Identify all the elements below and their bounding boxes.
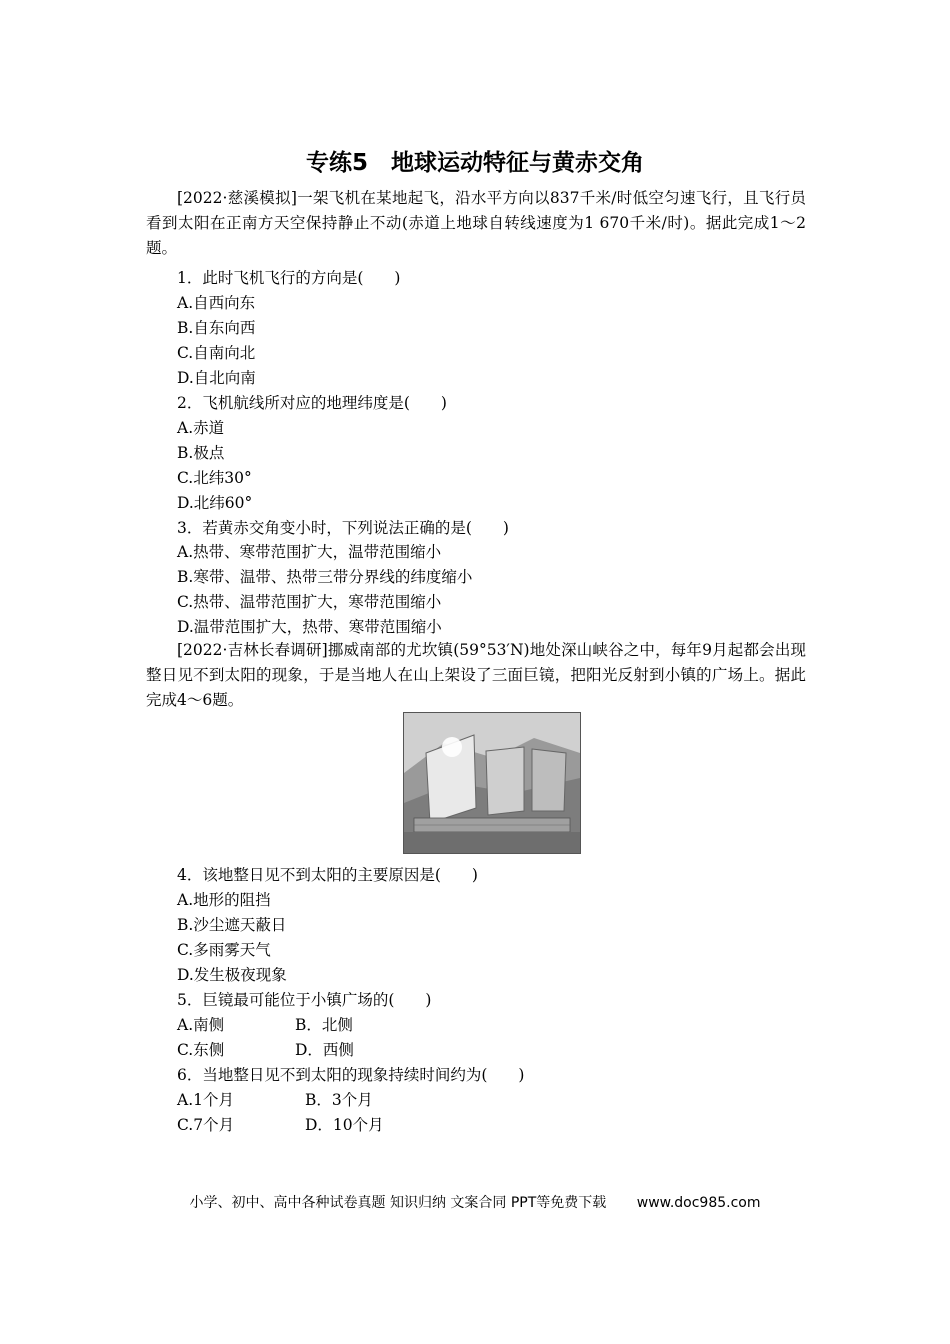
mirror-photo	[403, 712, 581, 854]
question-2-option-d: D.北纬60°	[177, 494, 253, 512]
page-title: 专练5 地球运动特征与黄赤交角	[305, 150, 644, 176]
question-3-option-b: B.寒带、温带、热带三带分界线的纬度缩小	[177, 568, 473, 586]
mirror-photo-illustration	[404, 713, 580, 853]
intro-paragraph-2: [2022·吉林长春调研]挪威南部的尤坎镇(59°53′N)地处深山峡谷之中，每年9月起都会出现整日见不到太阳的现象，于是当地人在山上架设了三面巨镜，把阳光反射到小镇的广场上。据此完成4～6题。	[146, 641, 806, 709]
question-5-option-d: D．西侧	[295, 1041, 354, 1059]
question-5-option-c: C.东侧	[177, 1041, 225, 1059]
question-2-option-a: A.赤道	[177, 419, 225, 437]
question-6-option-a: A.1个月	[177, 1091, 234, 1109]
question-1-option-c: C.自南向北	[177, 344, 256, 362]
question-3-option-d: D.温带范围扩大，热带、寒带范围缩小	[177, 618, 442, 636]
question-3-option-c: C.热带、温带范围扩大，寒带范围缩小	[177, 593, 442, 611]
question-6-stem: 6．当地整日见不到太阳的现象持续时间约为( )	[177, 1066, 525, 1084]
question-2-option-c: C.北纬30°	[177, 469, 252, 487]
question-5-option-b: B．北侧	[295, 1016, 353, 1034]
question-6-option-d: D．10个月	[305, 1116, 384, 1134]
question-1-option-b: B.自东向西	[177, 319, 256, 337]
question-4-option-a: A.地形的阻挡	[177, 891, 271, 909]
question-2-stem: 2．飞机航线所对应的地理纬度是( )	[177, 394, 447, 412]
question-2-option-b: B.极点	[177, 444, 225, 462]
question-1-stem: 1．此时飞机飞行的方向是( )	[177, 269, 401, 287]
question-3-stem: 3．若黄赤交角变小时，下列说法正确的是( )	[177, 519, 509, 537]
footer-url-link[interactable]: www.doc985.com	[636, 1195, 761, 1211]
question-4-option-d: D.发生极夜现象	[177, 966, 287, 984]
question-6-option-b: B．3个月	[305, 1091, 373, 1109]
question-4-stem: 4．该地整日见不到太阳的主要原因是( )	[177, 866, 478, 884]
question-6-option-c: C.7个月	[177, 1116, 235, 1134]
intro-paragraph-1: [2022·慈溪模拟]一架飞机在某地起飞，沿水平方向以837千米/时低空匀速飞行，且飞行员看到太阳在正南方天空保持静止不动(赤道上地球自转线速度为1 670千米/时)。据此完成1～2题。	[146, 189, 806, 257]
question-4-option-c: C.多雨雾天气	[177, 941, 271, 959]
question-1-option-a: A.自西向东	[177, 294, 256, 312]
footer-text: 小学、初中、高中各种试卷真题 知识归纳 文案合同 PPT等免费下载	[189, 1195, 607, 1211]
question-5-option-a: A.南侧	[177, 1016, 225, 1034]
question-4-option-b: B.沙尘遮天蔽日	[177, 916, 287, 934]
page-footer	[0, 1192, 950, 1212]
question-1-option-d: D.自北向南	[177, 369, 256, 387]
question-3-option-a: A.热带、寒带范围扩大，温带范围缩小	[177, 543, 442, 561]
question-5-stem: 5．巨镜最可能位于小镇广场的( )	[177, 991, 432, 1009]
